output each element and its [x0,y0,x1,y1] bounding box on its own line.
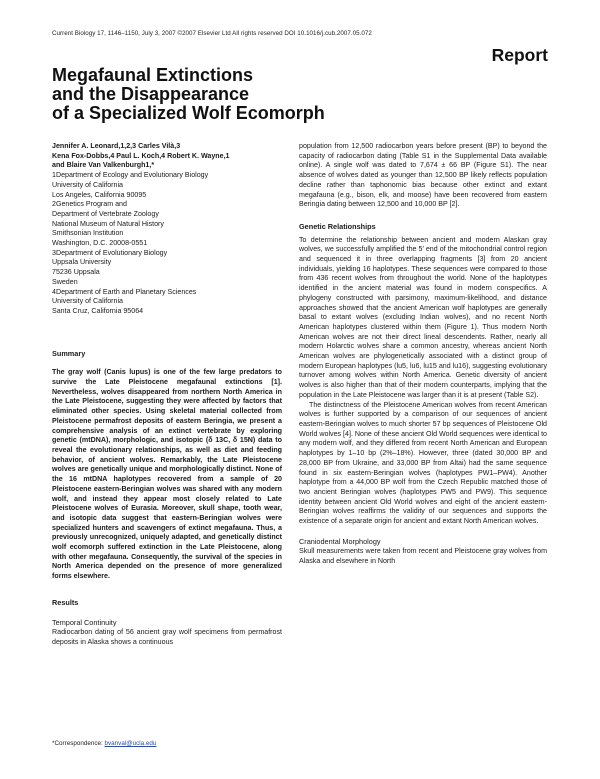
affiliation-line: University of California [52,297,123,306]
affiliation-line: 3Department of Evolutionary Biology [52,248,168,257]
affiliation-line: 4Department of Earth and Planetary Sciences [52,287,197,296]
intro-paragraph: population from 12,500 radiocarbon years before present (BP) to beyond the capacity of radiocarbon dating (Table S1 in the Supplemental Data available online). A single wolf was dated to 7,674 ± 66 BP (Figure S1). The near absence of wolves dated as younger than 12,500 BP likely reflects population decline rather than taphonomic bias because other extinct and extant megafauna (e.g., bison, elk, and moose) have been recovered from eastern Beringia dating between 12,500 and 10,000 BP [2]. [299,142,547,209]
left-column [52,142,282,648]
author-list [52,142,282,171]
genetic-paragraph-1: To determine the relationship between ancient and modern Alaskan gray wolves, we successfully amplified the 5′ end of the mitochondrial control region and sequenced it in three overlapping fragments [3] from 20 ancient individuals, yielding 16 haplotypes. These sequences were compared to those from 436 recent wolves from throughout the world. None of the haplotypes identified in the ancient material was found in modern conspecifics. A phylogeny constructed with parsimony, maximum-likelihood, and distance approaches showed that the ancient American wolf haplotypes are generally basal to extant wolves (excluding Indian wolves), and no recent North American haplotypes clustered within them (Figure 1). Thus modern North American wolves are not their direct lineal descendents. Rather, nearly all modern Holarctic wolves share a common ancestry, whereas ancient North American wolves are phylogenetically associated with a distinct group of modern European haplotypes (lu5, lu6, lu15 and lu16), suggesting evolutionary turnover among wolves within North America. Genetic diversity of ancient wolves is also higher than that of their modern counterparts, implying that the population in the Late Pleistocene was larger than it is at present (Table S2). [299,235,547,399]
affiliation-line: Los Angeles, California 90095 [52,190,147,199]
affiliation-line: Washington, D.C. 20008-0551 [52,239,148,248]
article-title [52,66,382,123]
affiliation-line: 2Genetics Program and [52,200,127,209]
title-line: of a Specialized Wolf Ecomorph [52,103,325,123]
affiliation-line: National Museum of Natural History [52,219,164,228]
footnote-label: *Correspondence: [52,740,105,747]
correspondence-email-link[interactable]: bvanval@ucla.edu [104,740,157,747]
craniodental-text: Skull measurements were taken from recent and Pleistocene gray wolves from Alaska and elsewhere in North [299,547,547,566]
temporal-continuity-heading: Temporal Continuity [52,617,117,627]
correspondence-footnote [52,740,156,747]
summary-heading: Summary [52,348,86,358]
affiliation-line: University of California [52,180,123,189]
genetic-paragraph-2: The distinctness of the Pleistocene American wolves from recent American wolves is further supported by a comparison of our sequences of ancient eastern-Beringian wolves to much shorter 57 bp sequences of Pleistocene Old World wolves [4]. None of these ancient Old World sequences were identical to any modern wolf, and they differed from recent North American and European haplotypes by 1–10 bp (2%–18%). However, three (dated 30,000 BP and 28,000 BP from Ukraine, and 33,000 BP from Altai) had the same sequence found in six eastern-Beringian wolves (haplotypes PW1–PW4). Another haplotype from a 44,000 BP wolf from the Czech Republic matched those of two ancient Beringian wolves (haplotypes PW5 and PW9). This sequence identity between ancient Old World wolves and eight of the ancient eastern-Beringian wolves reaffirms the validity of our sequences and supports the existence of a separate origin for ancient and extant North American wolves. [299,400,547,526]
results-heading: Results [52,597,79,607]
author-line: Jennifer A. Leonard,1,2,3 Carles Vilà,3 [52,142,181,150]
title-line: Megafaunal Extinctions [52,65,254,85]
journal-citation-line: Current Biology 17, 1146–1150, July 3, 2007 ©2007 Elsevier Ltd All rights reserved DOI 10.1016/j.cub.2007.05.072 [52,30,372,37]
temporal-continuity-text: Radiocarbon dating of 56 ancient gray wolf specimens from permafrost deposits in Alaska shows a continuous [52,628,282,646]
affiliation-line: 1Department of Ecology and Evolutionary Biology [52,171,209,180]
affiliation-line: Department of Vertebrate Zoology [52,209,159,218]
affiliations [52,171,282,317]
affiliation-line: Uppsala University [52,258,112,267]
affiliation-line: 75236 Uppsala [52,268,100,277]
craniodental-heading: Craniodental Morphology [299,536,381,546]
affiliation-line: Santa Cruz, California 95064 [52,306,144,315]
right-column [299,142,547,567]
genetic-relationships-heading: Genetic Relationships [299,221,376,231]
author-line: Kena Fox-Dobbs,4 Paul L. Koch,4 Robert K. Wayne,1 [52,151,230,160]
affiliation-line: Smithsonian Institution [52,229,124,238]
affiliation-line: Sweden [52,277,78,286]
author-line: and Blaire Van Valkenburgh1,* [52,161,155,170]
title-line: and the Disappearance [52,84,250,104]
article-type-label: Report [491,45,548,65]
summary-text: The gray wolf (Canis lupus) is one of the few large predators to survive the Late Pleistocene megafaunal extinctions [1]. Nevertheless, wolves disappeared from northern North America in the Late Pleistocene, suggesting they were affected by factors that eliminated other species. Using skeletal material collected from Pleistocene permafrost deposits of eastern Beringia, we present a comprehensive analysis of an extinct vertebrate by exploring genetic (mtDNA), morphologic, and isotopic (δ 13C, δ 15N) data to reveal the evolutionary relationships, as well as diet and feeding behavior, of ancient wolves. Remarkably, the Late Pleistocene wolves are genetically unique and morphologically distinct. None of the 16 mtDNA haplotypes recovered from a sample of 20 Pleistocene eastern-Beringian wolves was shared with any modern wolf, and instead they appear most closely related to Late Pleistocene wolves of Eurasia. Moreover, skull shape, tooth wear, and isotopic data suggest that eastern-Beringian wolves were specialized hunters and scavengers of extinct megafauna. Thus, a previously unrecognized, uniquely adapted, and genetically distinct wolf ecomorph suffered extinction in the Late Pleistocene, along with other megafauna. Consequently, the survival of the species in North America depended on the presence of more generalized forms elsewhere. [52,368,282,581]
